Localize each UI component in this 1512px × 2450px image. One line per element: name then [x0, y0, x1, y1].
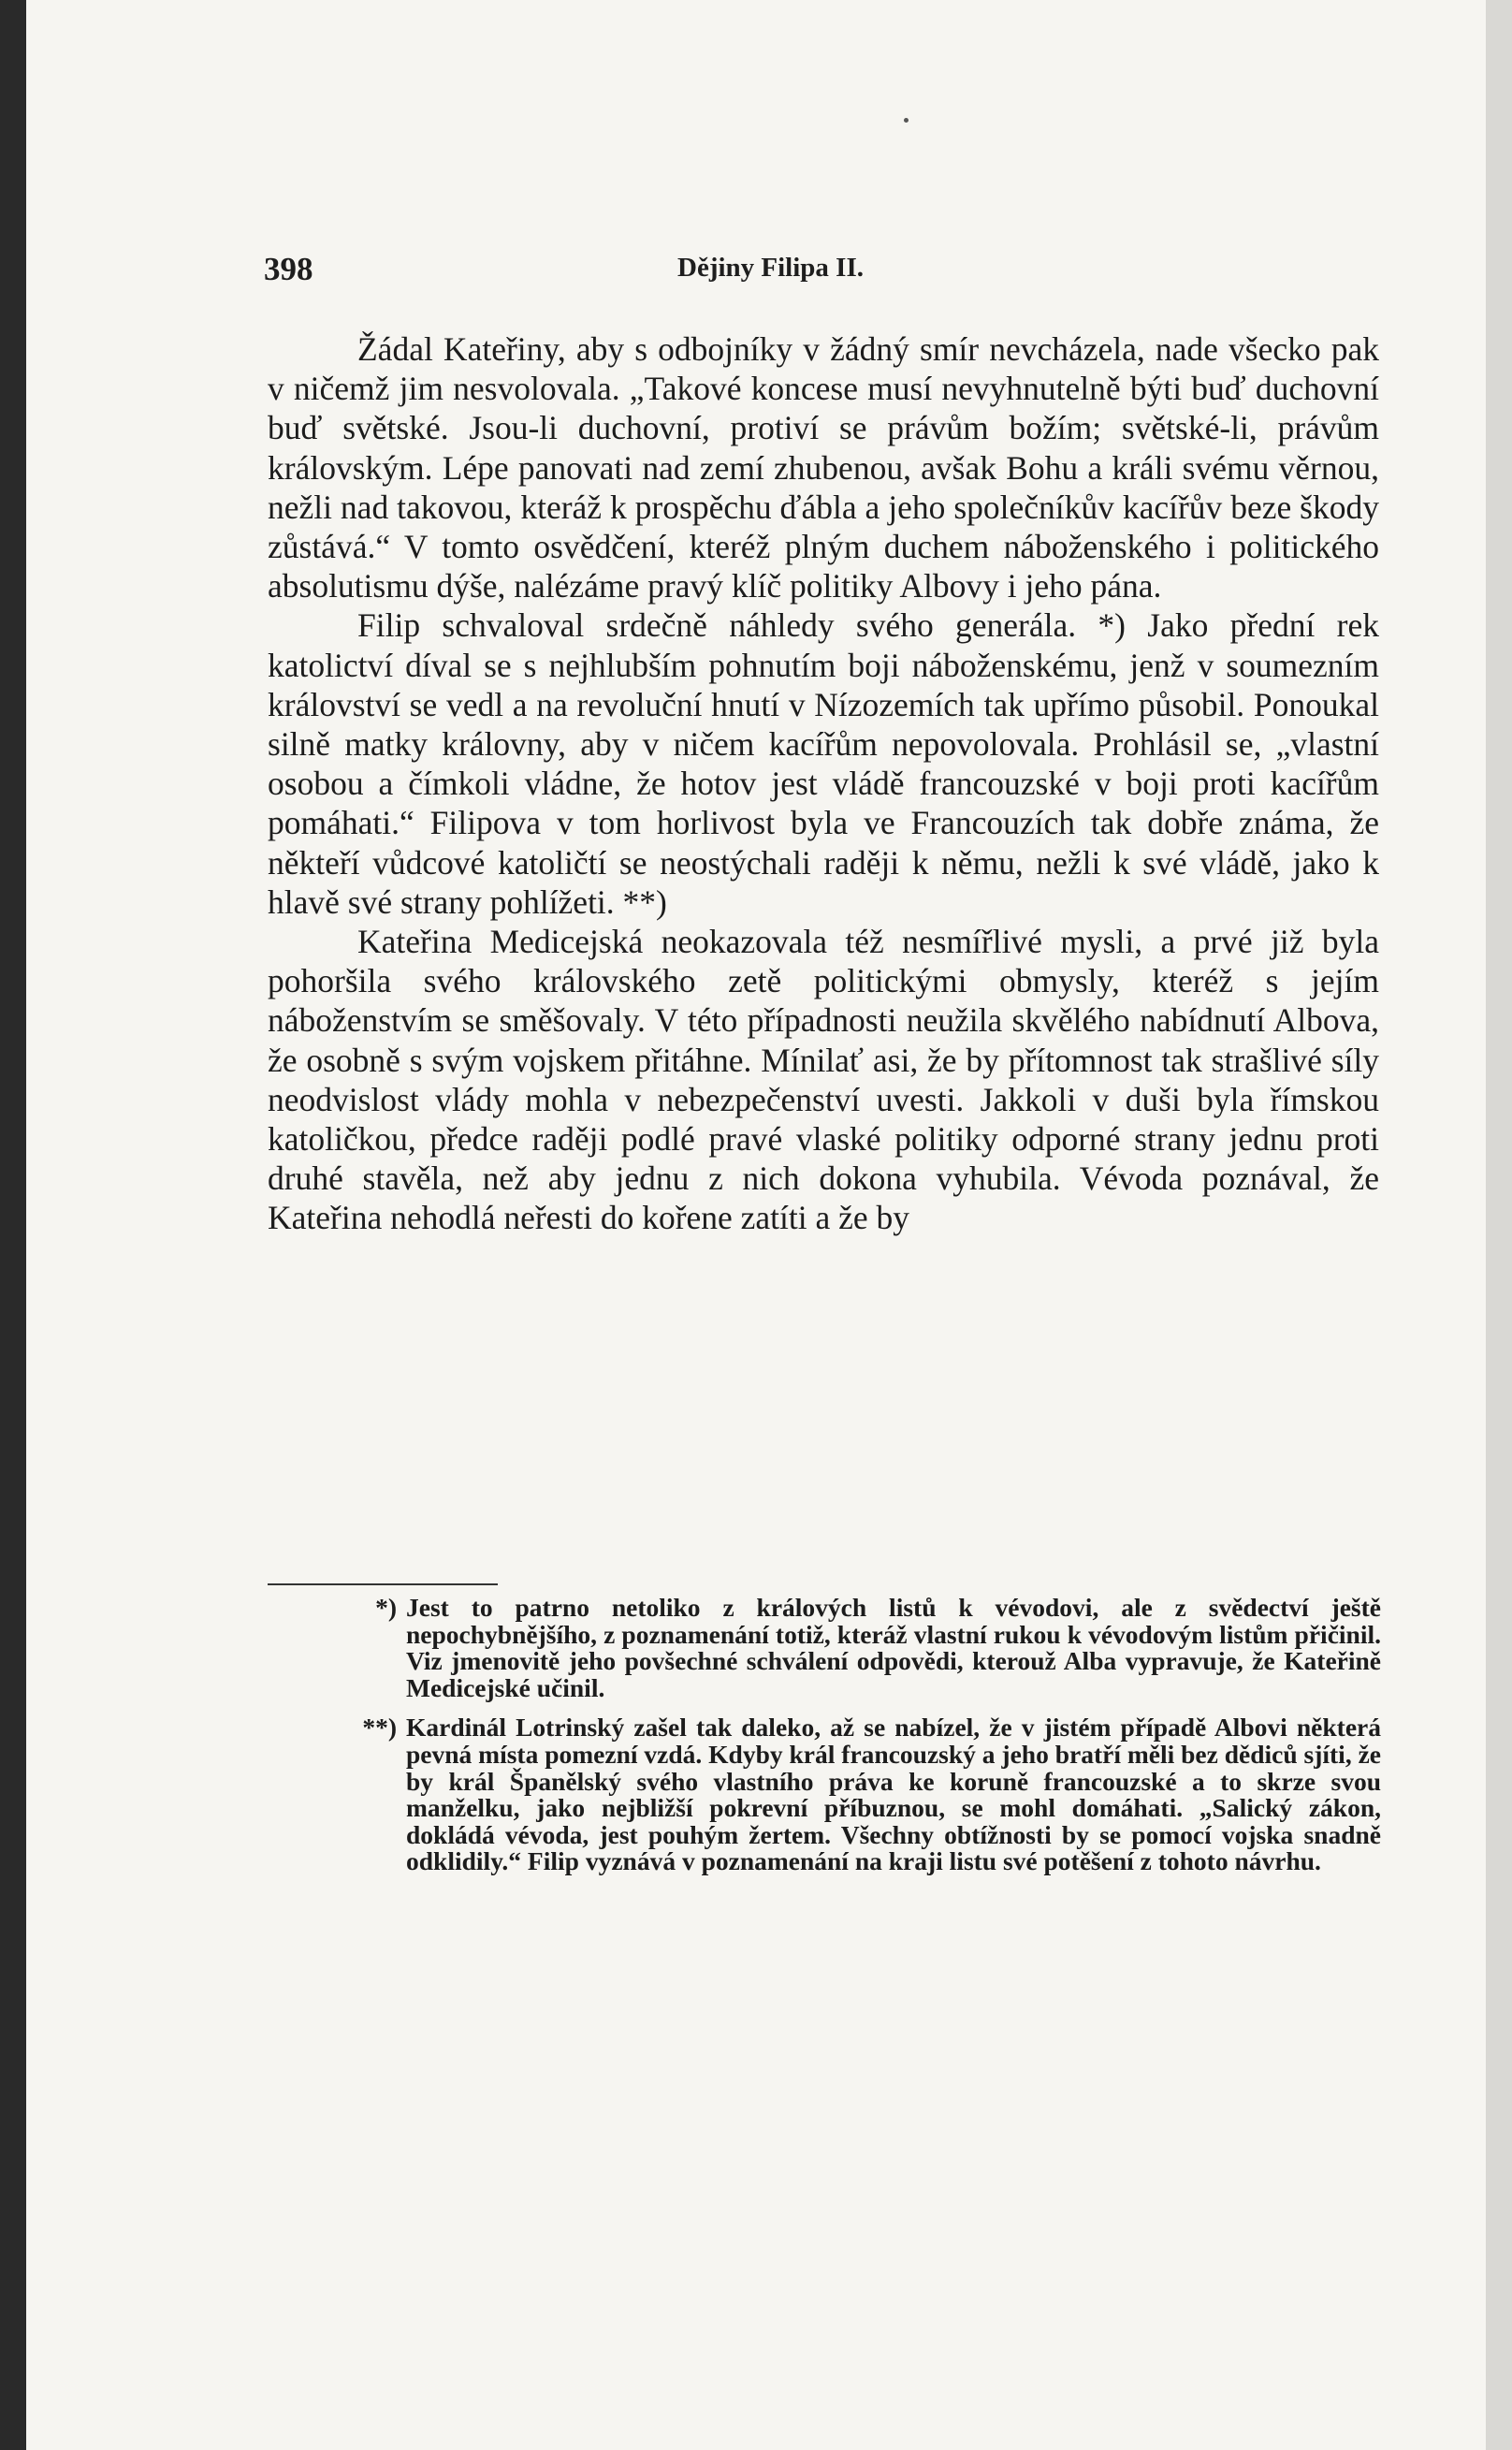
paper-speck [904, 118, 909, 123]
paragraph: Filip schvaloval srdečně náhledy svého generála. *) Jako přední rek katolictví díval se s nejhlubším pohnutím boji náboženskému, jenž v soumezním království se vedl a na revoluční hnutí v Nízozemích tak upřímo působil. Ponoukal silně matky královny, aby v ničem kacířům nepovolovala. Prohlásil se, „vlastní osobou a čímkoli vládne, že hotov jest vládě francouzské v boji proti kacířům pomáhati.“ Filipova v tom horlivost byla ve Francouzích tak dobře známa, že někteří vůdcové katoličtí se neostýchali raději k němu, nežli k své vládě, jako k hlavě své strany pohlížeti. **) [268, 606, 1379, 921]
footnote-text: Jest to patrno netoliko z králových listů k vévodovi, ale z svědectví ještě nepochybnějšího, z poznamenání totiž, kteráž vlastní rukou k vévodovým listům přičinil. Viz jmenovitě jeho povšechné schválení odpovědi, kterouž Alba vypravuje, že Kateřině Medicejské učinil. [406, 1593, 1381, 1702]
footnotes [335, 1595, 1381, 1889]
body-text [268, 329, 1379, 1238]
paragraph: Kateřina Medicejská neokazovala též nesmířlivé mysli, a prvé již byla pohoršila svého královského zetě politickými obmysly, kteréž s jejím náboženstvím se směšovaly. V této případnosti neužila skvělého nabídnutí Albova, že osobně s svým vojskem přitáhne. Mínilať asi, že by přítomnost tak strašlivé síly neodvislost vlády mohla v nebezpečenství uvesti. Jakkoli v duši byla římskou katoličkou, předce raději podlé pravé vlaské politiky odporné strany jednu proti druhé stavěla, než aby jednu z nich dokona vyhubila. Vévoda poznával, že Kateřina nehodlá neřesti do kořene zatíti a že by [268, 923, 1379, 1237]
footnote-mark: **) [362, 1713, 397, 1743]
running-title: Dějiny Filipa II. [677, 253, 864, 283]
footnote-text: Kardinál Lotrinský zašel tak daleko, až se nabízel, že v jistém případě Albovi některá pevná místa pomezní vzdá. Kdyby král francouzský a jeho bratří měli bez dědiců sjíti, že by král Španělský svého vlastního práva ke koruně francouzské a to skrze svou manželku, jako nejbližší pokrevní příbuznou, se mohl domáhati. „Salický zákon, dokládá vévoda, jest pouhým žertem. Všechny obtížnosti by se pomocí vojska snadně odklidily.“ Filip vyznává v poznamenání na kraji listu své potěšení z tohoto návrhu. [406, 1713, 1381, 1876]
running-head [26, 251, 1486, 288]
footnote-separator [268, 1583, 498, 1585]
footnote-mark: *) [375, 1593, 397, 1622]
footnote [335, 1714, 1381, 1875]
adjacent-page-edge [1486, 0, 1512, 2450]
page-number: 398 [264, 251, 313, 287]
paragraph: Žádal Kateřiny, aby s odbojníky v žádný smír nevcházela, nade všecko pak v ničemž jim nesvolovala. „Takové koncese musí nevyhnutelně býti buď duchovní buď světské. Jsou-li duchovní, protiví se právům božím; světské-li, právům královským. Lépe panovati nad zemí zhubenou, avšak Bohu a králi svému věrnou, nežli nad takovou, kteráž k prospěchu ďábla a jeho společníkův kacířův beze škody zůstává.“ V tomto osvědčení, kteréž plným duchem náboženského i politického absolutismu dýše, nalézáme pravý klíč politiky Albovy i jeho pána. [268, 330, 1379, 605]
footnote [335, 1595, 1381, 1701]
book-page [26, 0, 1486, 2450]
